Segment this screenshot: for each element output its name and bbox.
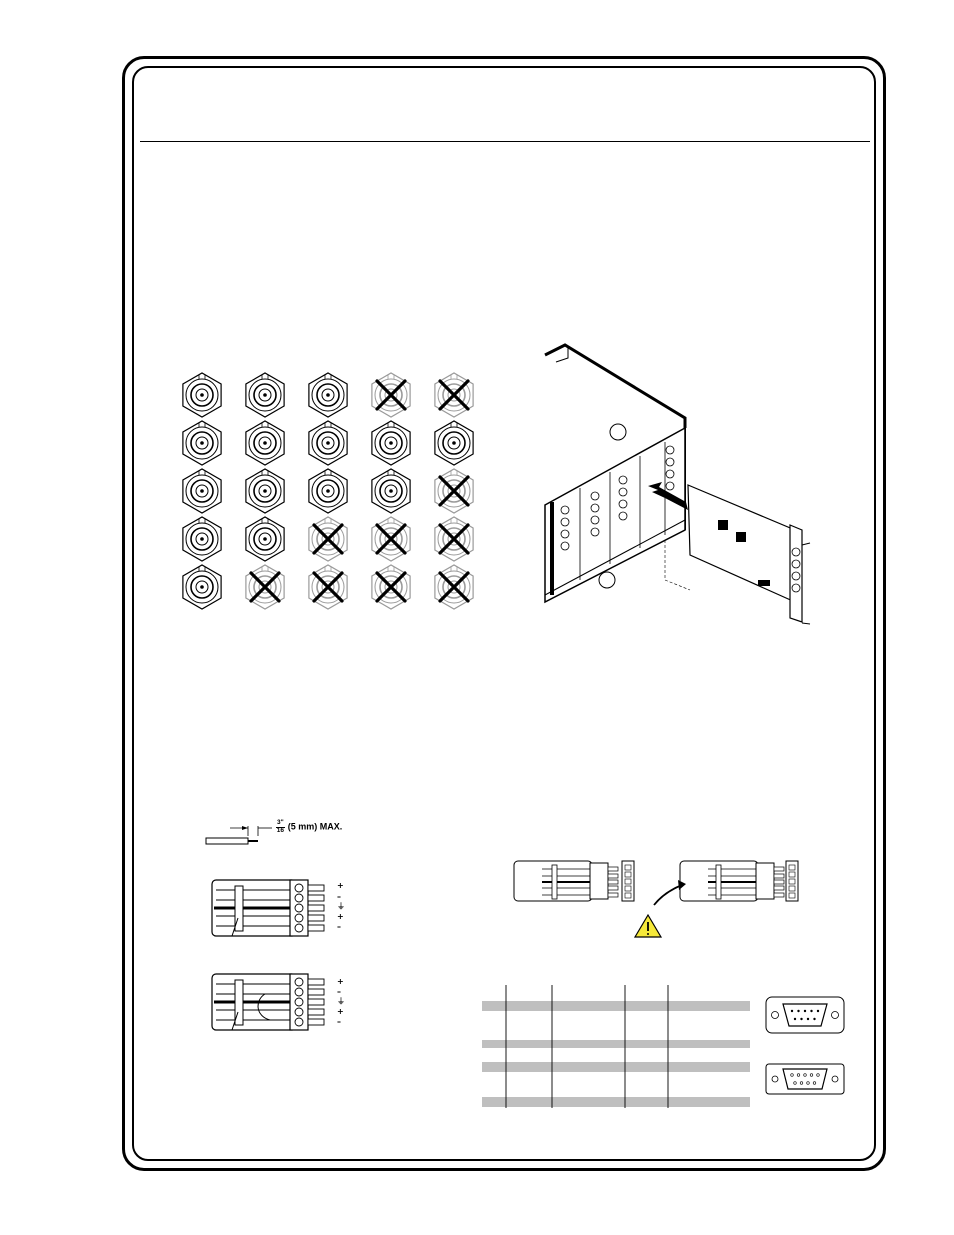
polarity-plus: + — [337, 881, 344, 890]
polarity-minus: – — [337, 892, 341, 901]
polarity-plus: + — [337, 912, 344, 921]
polarity-minus: – — [337, 987, 341, 996]
db9-female-connector — [765, 996, 845, 1034]
bnc-connector — [309, 421, 347, 465]
polarity-ground: ⏚ — [337, 902, 345, 911]
bnc-connector — [183, 517, 221, 561]
bnc-connector — [246, 517, 284, 561]
board-chip-1 — [718, 520, 728, 530]
polarity-ground: ⏚ — [337, 997, 345, 1006]
blocked-bnc-position — [246, 565, 284, 609]
fraction-denominator: 16 — [276, 826, 284, 834]
bnc-connector — [309, 373, 347, 417]
bnc-connector — [183, 565, 221, 609]
polarity-plus: + — [337, 977, 344, 986]
expansion-board — [688, 485, 795, 602]
bnc-connector — [435, 421, 473, 465]
inch-mark: " — [280, 819, 284, 826]
bnc-connector — [183, 421, 221, 465]
callout-circle-top — [610, 424, 626, 440]
connector-correct — [514, 861, 634, 901]
chassis-board-insertion-diagram — [540, 340, 830, 630]
bnc-connector — [183, 373, 221, 417]
blocked-bnc-position — [372, 373, 410, 417]
blocked-bnc-position — [372, 565, 410, 609]
bnc-connector — [372, 469, 410, 513]
audio-connector-wired-1 — [210, 878, 340, 940]
curved-arrow-icon — [654, 885, 682, 905]
bnc-connector — [309, 469, 347, 513]
board-chip-3 — [758, 580, 770, 586]
connector-insertion-pair — [512, 855, 812, 940]
bnc-connector — [372, 421, 410, 465]
blocked-bnc-position — [435, 373, 473, 417]
audio-connector-wired-2 — [210, 972, 340, 1034]
bnc-connector — [246, 421, 284, 465]
strip-length-label — [276, 820, 342, 835]
board-chip-2 — [736, 532, 746, 542]
blocked-bnc-position — [372, 517, 410, 561]
blocked-bnc-position — [435, 469, 473, 513]
chassis-top — [545, 345, 685, 428]
blocked-bnc-position — [309, 517, 347, 561]
polarity-minus: – — [337, 922, 341, 931]
connector-incorrect — [680, 861, 798, 901]
bnc-connector — [183, 469, 221, 513]
blocked-bnc-position — [309, 565, 347, 609]
wire-strip-diagram — [200, 818, 280, 850]
wire-insulation — [206, 838, 248, 844]
blocked-bnc-position — [435, 565, 473, 609]
header-rule — [140, 141, 870, 142]
board-bracket — [790, 525, 802, 622]
bnc-connector — [246, 373, 284, 417]
fraction-numerator: 3 — [277, 819, 281, 826]
chassis-rear-panel — [545, 428, 685, 602]
db9-male-connector — [765, 1063, 845, 1095]
blocked-bnc-position — [435, 517, 473, 561]
bnc-connector — [246, 469, 284, 513]
callout-circle-bottom — [599, 572, 615, 588]
polarity-minus: – — [337, 1017, 341, 1026]
strip-length-text: (5 mm) MAX. — [287, 821, 343, 832]
polarity-plus: + — [337, 1007, 344, 1016]
pin-assignment-table — [480, 983, 755, 1110]
bnc-connector-panel — [170, 365, 490, 615]
